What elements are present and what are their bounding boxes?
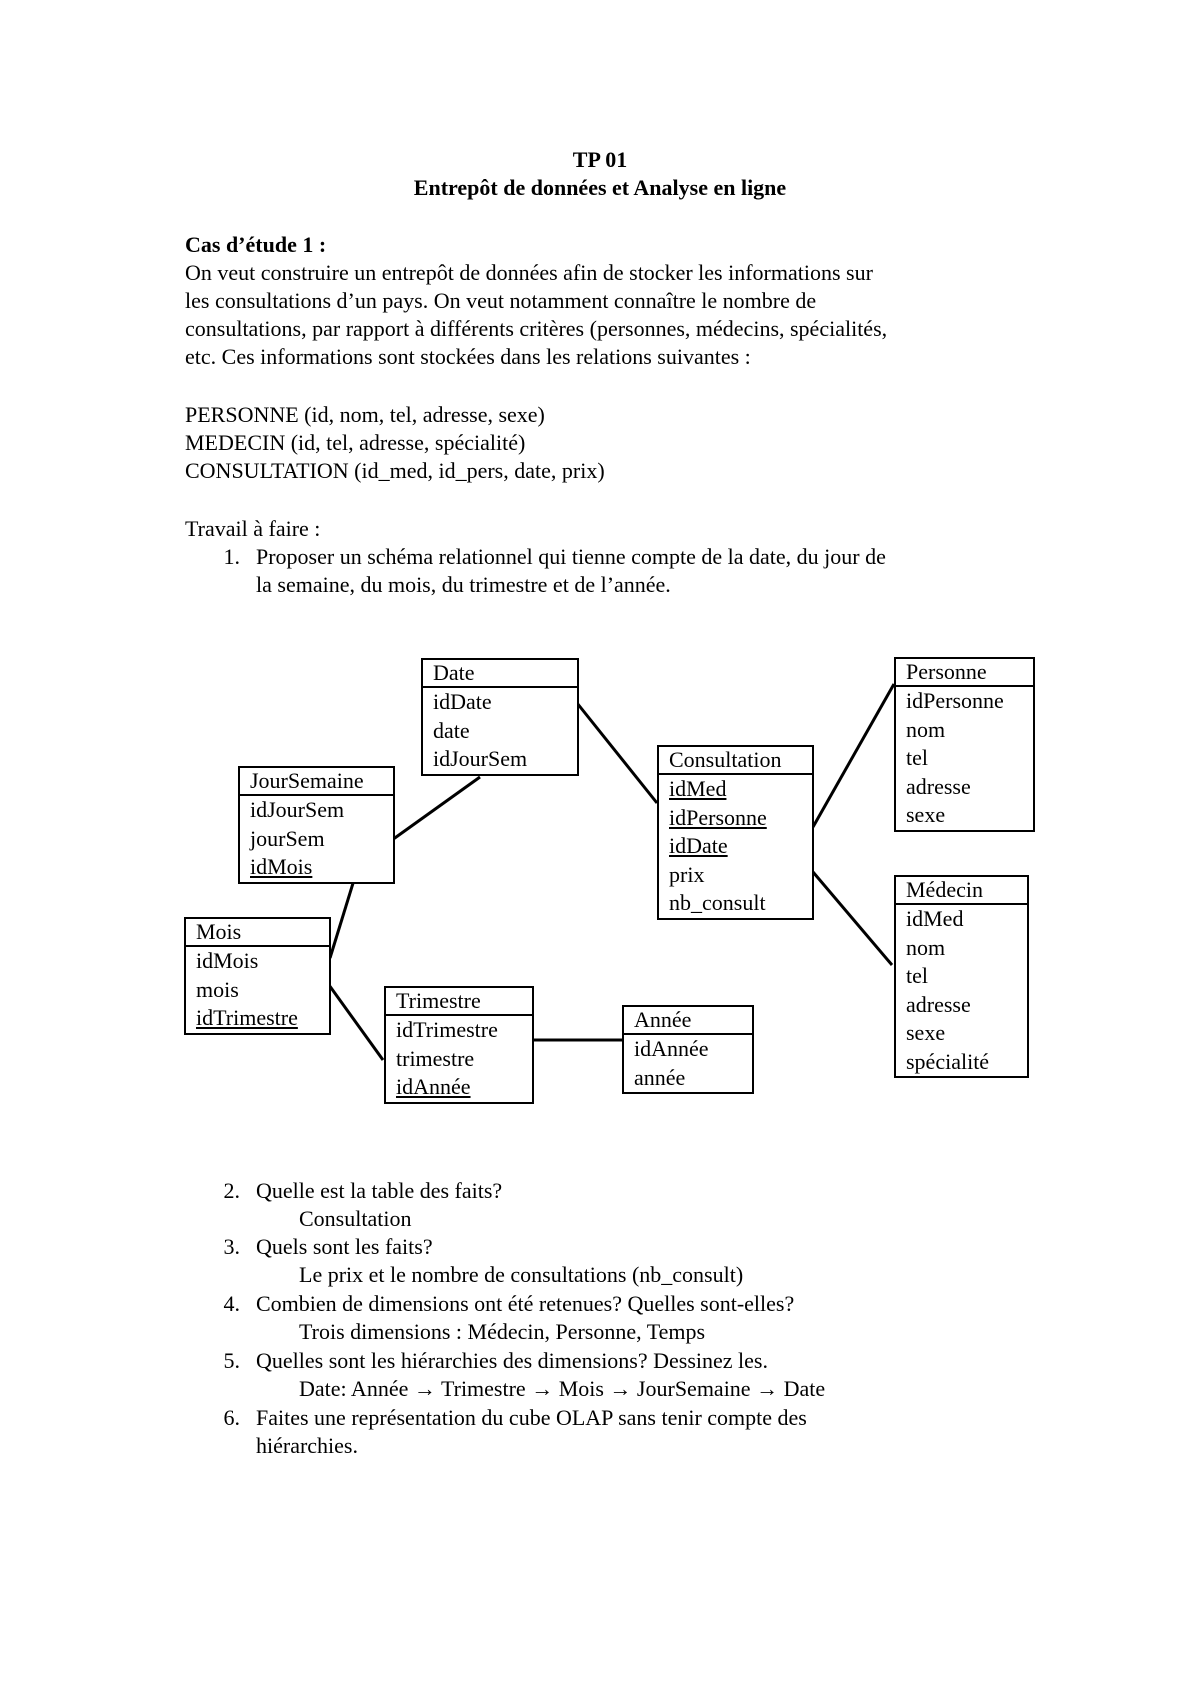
question-1-line: Proposer un schéma relationnel qui tienne compte de la date, du jour de [256,544,886,569]
entity-field: idDate [669,833,728,858]
answer-3: Le prix et le nombre de consultations (nb_consult) [299,1262,744,1287]
entity-field: idMois [196,948,259,973]
entity-header: Personne [896,659,1033,687]
entity-field: spécialité [906,1048,990,1074]
entity-field: idMed [906,906,964,931]
entity-field: tel [906,963,928,988]
entity-field: idMois [250,854,313,879]
question-6-line: hiérarchies. [256,1433,358,1458]
entity-field: idTrimestre [396,1017,498,1042]
intro-line: On veut construire un entrepôt de données afin de stocker les informations sur [185,260,873,285]
entity-field: idAnnée [634,1036,709,1061]
entity-field: idAnnée [396,1074,471,1099]
question-3: Quels sont les faits? [256,1234,433,1259]
entity-header: Trimestre [386,988,532,1016]
entity-field: idTrimestre [196,1005,298,1030]
question-2: Quelle est la table des faits? [256,1178,503,1203]
question-1-line: la semaine, du mois, du trimestre et de l’année. [256,572,671,597]
question-6-line: Faites une représentation du cube OLAP sans tenir compte des [256,1405,807,1430]
entity-field: nom [906,934,946,960]
question-number: 3. [223,1234,240,1259]
doc-title: TP 01 [572,147,628,172]
entity-field: sexe [906,1020,946,1045]
entity-field: mois [196,976,239,1002]
entity-field: adresse [906,991,971,1017]
entity-annee [622,1005,754,1094]
entity-field: idJourSem [250,797,345,822]
question-number: 5. [223,1348,240,1373]
entity-trimestre [384,986,534,1104]
relation-personne: PERSONNE (id, nom, tel, adresse, sexe) [185,402,545,427]
work-heading: Travail à faire : [185,516,321,541]
entity-medecin [894,875,1029,1078]
entity-consultation [657,745,814,920]
entity-date [421,658,579,776]
relation-consultation: CONSULTATION (id_med, id_pers, date, prix) [185,458,605,483]
question-number: 4. [223,1291,240,1316]
entity-mois [184,917,331,1035]
intro-line: consultations, par rapport à différents critères (personnes, médecins, spécialités, [185,316,888,341]
entity-field: nb_consult [669,890,766,915]
entity-field: prix [669,861,705,887]
entity-field: date [433,717,470,743]
entity-header: Mois [186,919,329,947]
entity-field: nom [906,716,946,742]
entity-personne [894,657,1035,832]
link-date-consultation [577,703,657,803]
entity-field: idPersonne [669,804,767,830]
question-4: Combien de dimensions ont été retenues? Quelles sont-elles? [256,1291,795,1316]
relation-medecin: MEDECIN (id, tel, adresse, spécialité) [185,430,526,455]
entity-header: Date [423,660,577,688]
entity-field: idPersonne [906,688,1004,713]
answer-2: Consultation [299,1206,412,1231]
link-jour-mois [330,880,354,958]
entity-jour-semaine [238,766,395,884]
entity-field: trimestre [396,1045,475,1071]
entity-header: Consultation [659,747,812,775]
entity-header: Année [624,1007,752,1035]
link-consultation-medecin [813,872,892,965]
answer-5: Date: Année → Trimestre → Mois → JourSemaine → Date [299,1376,826,1401]
link-jour-date [392,777,480,840]
intro-line: etc. Ces informations sont stockées dans les relations suivantes : [185,344,751,369]
entity-field: année [634,1064,686,1090]
entity-field: idJourSem [433,746,528,771]
doc-subtitle: Entrepôt de données et Analyse en ligne [413,175,787,200]
link-mois-trimestre [329,985,383,1060]
entity-field: tel [906,745,928,770]
entity-field: adresse [906,773,971,799]
entity-header: JourSemaine [240,768,393,796]
entity-field: idMed [669,776,727,801]
link-consultation-personne [813,684,894,827]
entity-field: idDate [433,689,492,714]
question-number: 1. [223,544,240,569]
question-number: 2. [223,1178,240,1203]
case-heading: Cas d’étude 1 : [185,232,327,257]
intro-line: les consultations d’un pays. On veut notamment connaître le nombre de [185,288,817,313]
question-5: Quelles sont les hiérarchies des dimensions? Dessinez les. [256,1348,768,1373]
entity-field: sexe [906,802,946,827]
question-number: 6. [223,1405,240,1430]
answer-4: Trois dimensions : Médecin, Personne, Temps [299,1319,706,1344]
entity-field: jourSem [250,825,325,851]
entity-header: Médecin [896,877,1027,905]
